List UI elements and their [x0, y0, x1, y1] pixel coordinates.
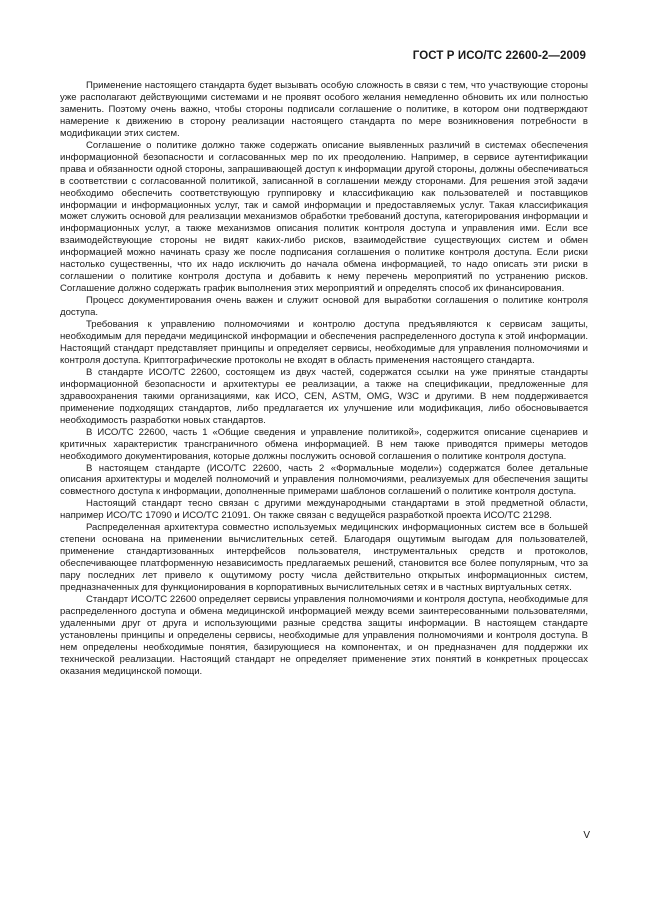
paragraph: Стандарт ИСО/ТС 22600 определяет сервисы управления полномочиями и контроля доступа, необходимые для распределенного доступа и обмена медицинской информацией между всеми заинтересованными пользователями, удаленными друг от друга и использующими разные средства защиты информации. В настоящем стандарте установлены принципы и определены сервисы, необходимые для управления полномочиями и контроля доступа. В нем определены необходимые понятия, базирующиеся на компонентах, и он предназначен для поддержки их технической реализации. Настоящий стандарт не определяет применение этих понятий в конкретных процессах оказания медицинской помощи.	[60, 593, 588, 677]
paragraph: Процесс документирования очень важен и служит основой для выработки соглашения о политике контроля доступа.	[60, 295, 588, 319]
page-number: V	[583, 830, 590, 841]
paragraph: Распределенная архитектура совместно используемых медицинских информационных систем все в большей степени основана на применении вычислительных сетей. Благодаря ощутимым выгодам для пользователей, применение стандартизованных интерфейсов пользователя, инструментальных средств и протоколов, обеспечивающее платформенную независимость предлагаемых решений, становится все более популярным, что за пару последних лет привело к ощутимому росту числа действительно открытых информационных систем, предназначенных для функционирования в корпоративных вычислительных сетях и в частных виртуальных сетях.	[60, 522, 588, 594]
paragraph: Требования к управлению полномочиями и контролю доступа предъявляются к сервисам защиты, необходимым для передачи медицинской информации и обеспечения распределенного доступа к этой информации. Настоящий стандарт представляет принципы и определяет сервисы, необходимые для управления полномочиями и контроля доступа. Криптографические протоколы не входят в область применения настоящего стандарта.	[60, 319, 588, 366]
document-header: ГОСТ Р ИСО/ТС 22600-2—2009	[412, 50, 586, 62]
document-body	[60, 80, 588, 678]
paragraph: В стандарте ИСО/ТС 22600, состоящем из двух частей, содержатся ссылки на уже принятые стандарты информационной безопасности и архитектуры ее реализации, а также на спецификации, предложенные для здравоохранения такими организациями, как ИСО, CEN, ASTM, OMG, W3C и другими. В нем поддерживается применение подходящих стандартов, либо предлагается их улучшение или модификация, либо обосновывается необходимость разработки новых стандартов.	[60, 366, 588, 426]
paragraph: В настоящем стандарте (ИСО/ТС 22600, часть 2 «Формальные модели») содержатся более детальные описания архитектуры и моделей полномочий и управления полномочиями, реализуемых для обеспечения защиты совместного доступа к информации, дополненные примерами шаблонов соглашений о политике контроля доступа.	[60, 462, 588, 498]
paragraph: Применение настоящего стандарта будет вызывать особую сложность в связи с тем, что участвующие стороны уже располагают действующими системами и не проявят особого желания немедленно обновить их или полностью заменить. Поэтому очень важно, чтобы стороны подписали соглашение о политике, в котором они подтверждают намерение к движению в сторону реализации настоящего стандарта по мере возникновения потребности в модификации этих систем.	[60, 80, 588, 139]
paragraph: Настоящий стандарт тесно связан с другими международными стандартами в этой предметной области, например ИСО/ТС 17090 и ИСО/ТС 21091. Он также связан с ведущейся разработкой проекта ИСО/ТС 21298.	[60, 498, 588, 522]
paragraph: В ИСО/ТС 22600, часть 1 «Общие сведения и управление политикой», содержится описание сценариев и критичных характеристик трансграничного обмена информацией. В нем также приводятся примеры методов необходимого документирования, которые должны послужить основой соглашения о политике контроля доступа.	[60, 426, 588, 462]
paragraph: Соглашение о политике должно также содержать описание выявленных различий в системах обеспечения информационной безопасности и согласованных мер по их преодолению. Например, в сервисе аутентификации права и обязанности одной стороны, запрашивающей доступ к информации другой стороны, должны обеспечиваться в соответствии с согласованной политикой, записанной в соглашении между сторонами. Для решения этой задачи необходимо обеспечить соответствующую группировку и классификацию как пользователей и поставщиков информации и информационных услуг, так и самой информации и предоставляемых услуг. Такая классификация может служить основой для реализации механизмов обработки требований доступа, категорирования информации и информационных услуг, а также механизмов описания политик контроля доступа и управления ими. Если все взаимодействующие стороны не видят каких-либо рисков, взаимодействие существующих систем и обмен информацией можно начинать сразу же после подписания соглашения о политике контроля доступа. Если риски настолько существенны, что их надо исключить до начала обмена информацией, то надо описать эти риски в соглашении о политике контроля доступа и добавить к нему перечень мероприятий по устранению рисков. Соглашение должно содержать график выполнения этих мероприятий и определять способ их финансирования.	[60, 139, 588, 295]
